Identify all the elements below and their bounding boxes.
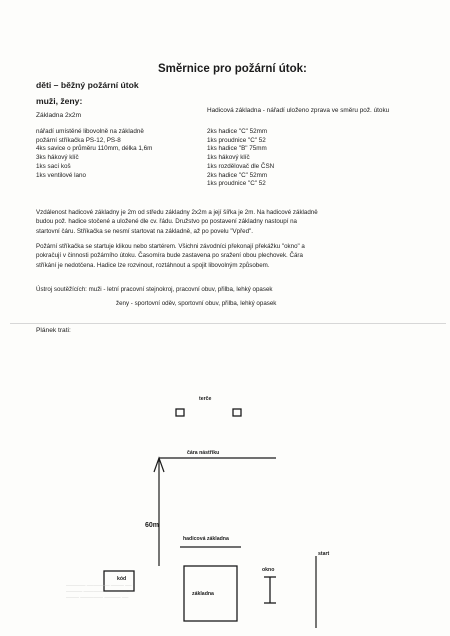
list-item: 1ks ventilové lano <box>36 171 87 179</box>
hose-base-heading: Hadicová základna - nářadí uloženo zprava ve směru pož. útoku <box>207 107 390 114</box>
distance-label: 60m <box>145 522 160 529</box>
list-item: 2ks hadice "C" 52mm <box>207 171 268 179</box>
paragraph-line: budou pož. hadice stočené a uložené dle cv. řádu. Družstvo po postavení základny nastoupí na <box>36 218 297 226</box>
hose-base-label: hadicová základna <box>183 536 229 542</box>
subtitle-men-women: muži, ženy: <box>36 96 83 106</box>
list-item: 1ks proudnice "C" 52 <box>207 180 266 188</box>
base-label: základna <box>192 591 214 597</box>
list-item: 1ks hákový klíč <box>207 154 250 162</box>
target-left <box>176 409 184 416</box>
list-item: 4ks savice o průměru 110mm, délka 1,6m <box>36 145 153 153</box>
list-item: 1ks proudnice "C" 52 <box>207 136 266 144</box>
window-label: okno <box>262 567 275 573</box>
list-item: nářadí umístěné libovolně na základně <box>36 128 144 135</box>
list-item: požární stříkačka PS-12, PS-8 <box>36 136 121 144</box>
list-item: 1ks rozdělovač dle ČSN <box>207 162 275 170</box>
list-item: 2ks hadice "C" 52mm <box>207 128 268 135</box>
target-right <box>233 409 241 416</box>
paragraph-uniform-women: ženy - sportovní oděv, sportovní obuv, přilba, lehký opasek <box>116 300 277 307</box>
paragraph-line: Ústroj soutěžících: muži - letní pracovní stejnokroj, pracovní obuv, přilba, lehký opasek <box>36 286 273 293</box>
subtitle-children: děti – běžný požární útok <box>36 80 139 90</box>
paragraph-line: pokračují v činnosti požárního útoku. Časomíra bude zastavena po sražení obou plechovek. Čára <box>36 252 303 260</box>
paragraph-line: Požární stříkačka se startuje klikou nebo startérem. Všichni závodníci překonají překážku "okno" a <box>36 243 305 250</box>
faded-stamp: ────── ─────── ──── ── ───── ────── ─────── ── ──── ─────── ───── ── <box>66 583 135 600</box>
list-item: 1ks hadice "B" 75mm <box>207 145 267 153</box>
key-label: kód <box>117 576 127 582</box>
base-heading: Základna 2x2m <box>36 112 82 119</box>
spray-line-label: čára nástřiku <box>187 450 220 456</box>
plan-label: Plánek trati: <box>36 327 71 334</box>
paragraph-line: startovní čáru. Stříkačka se nesmí startovat na základně, až po povelu "Vpřed". <box>36 227 253 235</box>
targets-label: terče <box>199 396 212 402</box>
start-label: start <box>318 551 330 557</box>
page-title: Směrnice pro požární útok: <box>158 63 307 75</box>
paragraph-line: Vzdálenost hadicové základny je 2m od středu základny 2x2m a její šířka je 2m. Na hadicové základně <box>36 209 318 216</box>
list-item: 3ks hákový klíč <box>36 154 79 162</box>
list-item: 1ks sací koš <box>36 162 71 170</box>
paragraph-line: stříkání je nedotčena. Hadice lze rozvinout, roztáhnout a spojit libovolným způsobem. <box>36 261 270 269</box>
